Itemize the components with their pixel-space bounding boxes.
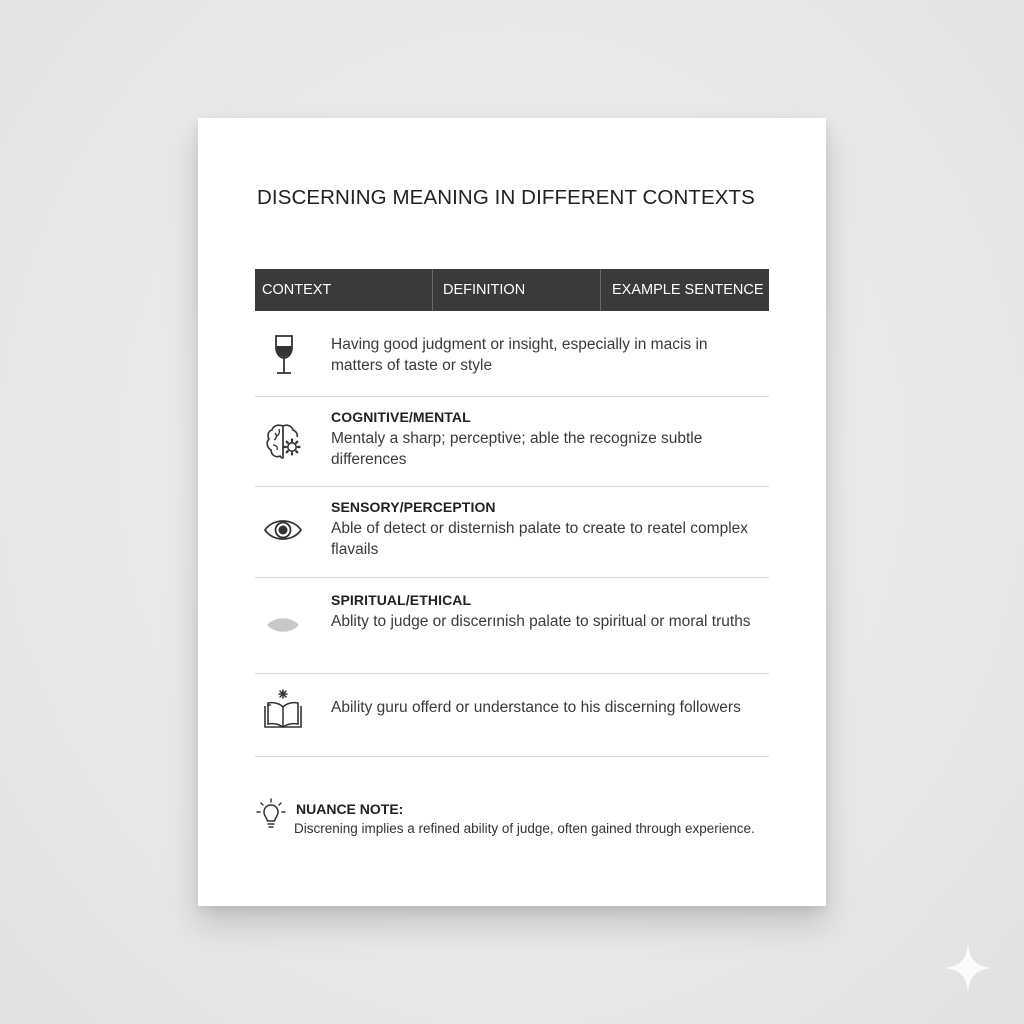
table-row: [255, 673, 769, 757]
sparkle-icon: [942, 942, 994, 994]
open-book-icon: [263, 687, 303, 731]
table-row: [255, 396, 769, 487]
document-card: [198, 118, 826, 906]
wine-glass-icon: [263, 333, 303, 377]
column-header-context: CONTEXT: [255, 269, 433, 311]
lightbulb-icon: [256, 798, 286, 834]
row-definition: Ability guru offerd or understance to his discerning followers: [331, 699, 741, 716]
brain-gear-icon: [263, 420, 303, 464]
column-header-definition: DEFINITION: [433, 269, 601, 311]
faded-eye-icon: [263, 603, 303, 647]
row-context-label: COGNITIVE/MENTAL: [331, 409, 471, 425]
row-definition: Able of detect or disternish palate to create to reatel complex flavails: [331, 520, 749, 558]
note-title: NUANCE NOTE:: [296, 801, 404, 817]
document-title: DISCERNING MEANING IN DIFFERENT CONTEXTS: [257, 186, 755, 209]
table-header: [255, 269, 769, 311]
row-definition: Having good judgment or insight, especially in maᴄis in matters of taste or style: [331, 336, 708, 374]
row-definition: Ablity to judge or discerınish palate to spiritual or moral truths: [331, 613, 751, 630]
row-context-label: SENSORY/PERCEPTION: [331, 499, 496, 515]
note-text: Discrening implies a refined ability of judge, often gained through experience.: [294, 821, 755, 836]
row-context-label: SPIRITUAL/ETHICAL: [331, 592, 472, 608]
column-header-example-sentence: EXAMPLE SENTENCE: [612, 282, 764, 298]
eye-icon: [263, 508, 303, 552]
table-row: [255, 311, 769, 397]
row-definition: Mentaly a sharp; perceptive; able the recognize subtle differences: [331, 430, 703, 468]
table-row: [255, 577, 769, 674]
table-row: [255, 486, 769, 578]
